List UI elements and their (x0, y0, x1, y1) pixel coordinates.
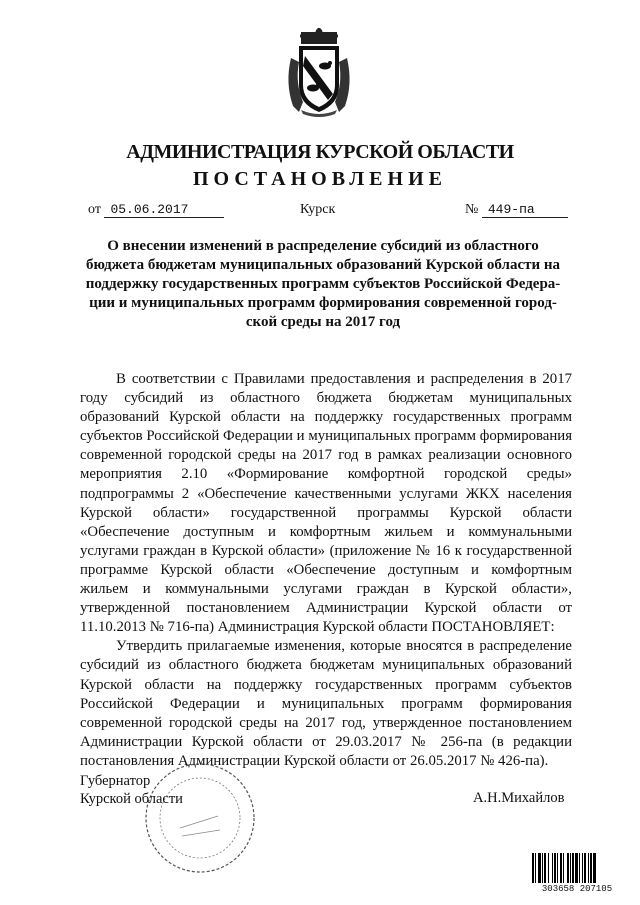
position-line: Курской области (80, 791, 183, 807)
title-line: ции и муниципальных программ формирования современной город- (89, 295, 557, 311)
signatory-position (80, 772, 183, 808)
title-line: ской среды на 2017 год (245, 314, 401, 330)
title-line: О внесении изменений в распределение субсидий из областного (107, 238, 539, 254)
paragraph-resolution: Утвердить прилагаемые изменения, которые вносятся в распределение субсидий из областного бюджета бюджетам муниципальных образований Курской области на поддержку государственных программ субъектов Российской Федерации и муниципальных программ формирования современной городской среды на 2017 год, утвержденное постановлением Администрации Курской области от 29.03.2017 № 256-па (в редакции постановления Администрации Курской области от 26.05.2017 № 426-па). (80, 638, 572, 769)
paragraph-preamble: В соответствии с Правилами предоставления и распределения в 2017 году субсидий из областного бюджета бюджетам муниципальных образований Курской области на поддержку государственных программ субъектов Российской Федерации и муниципальных программ формирования современной городской среды на 2017 год в рамках реализации основного мероприятия 2.10 «Формирование комфортной городской среды» подпрограммы 2 «Обеспечение качественными услугами ЖКХ населения Курской области» государственной программы Курской области «Обеспечение доступным и комфортным жильем и коммунальными услугами граждан в Курской области» (приложение № 16 к государственной программе Курской области «Обеспечение доступным и комфортным жильем и коммунальными услугами граждан в Курской области», утвержденной постановлением Администрации Курской области от 11.10.2013 № 716-па) Администрация Курской области ПОСТАНОВЛЯЕТ: (80, 371, 572, 636)
document-body (80, 370, 572, 771)
document-city: Курск (300, 202, 336, 217)
position-line: Губернатор (80, 773, 151, 789)
date-value: 05.06.2017 (104, 202, 224, 218)
coat-of-arms-icon (283, 28, 355, 118)
document-type: ПОСТАНОВЛЕНИЕ (193, 168, 447, 190)
barcode-number: 303658 207105 (532, 884, 622, 894)
document-number (465, 202, 568, 218)
document-title (78, 237, 568, 332)
number-prefix: № (465, 202, 479, 217)
number-value: 449-па (482, 202, 568, 218)
title-line: бюджета бюджетам муниципальных образований Курской области на (85, 257, 561, 273)
organization-name: АДМИНИСТРАЦИЯ КУРСКОЙ ОБЛАСТИ (126, 141, 514, 163)
title-line: поддержку государственных программ субъектов Российской Федера- (85, 276, 561, 292)
document-date (88, 202, 224, 218)
date-prefix: от (88, 202, 101, 217)
signatory-name: А.Н.Михайлов (473, 790, 565, 806)
